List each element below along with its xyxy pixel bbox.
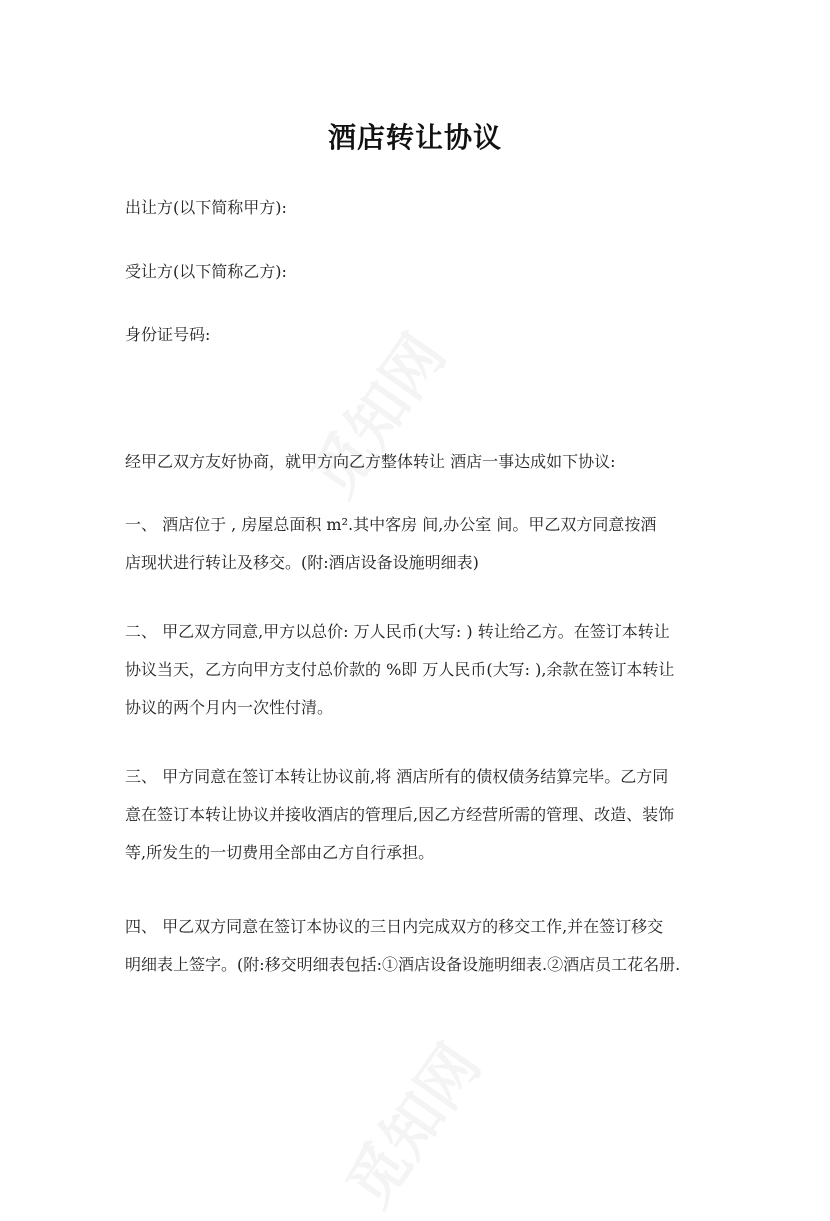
clause-line: 店现状进行转让及移交。(附:酒店设备设施明细表) (125, 553, 479, 572)
transferor-field: 出让方(以下简称甲方): (125, 198, 287, 217)
clause-4 (125, 915, 710, 991)
clause-2 (125, 620, 710, 734)
clause-1 (125, 513, 710, 589)
clause-line: 意在签订本转让协议并接收酒店的管理后,因乙方经营所需的管理、改造、装饰 (125, 805, 675, 824)
clause-line: 三、 甲方同意在签订本转让协议前,将 酒店所有的债权债务结算完毕。乙方同 (125, 767, 669, 786)
clause-line: 明细表上签字。(附:移交明细表包括:①酒店设备设施明细表.②酒店员工花名册. (125, 955, 681, 974)
clause-3 (125, 765, 710, 879)
clause-line: 等,所发生的一切费用全部由乙方自行承担。 (125, 843, 435, 862)
clause-line: 协议的两个月内一次性付清。 (125, 698, 334, 717)
id-number-field: 身份证号码: (125, 325, 211, 344)
watermark (323, 1025, 497, 1221)
clause-line: 一、 酒店位于 , 房屋总面积 m².其中客房 间,办公室 间。甲乙双方同意按酒 (125, 515, 657, 534)
intro-paragraph: 经甲乙双方友好协商，就甲方向乙方整体转让 酒店一事达成如下协议: (125, 452, 616, 471)
clause-line: 协议当天，乙方向甲方支付总价款的 %即 万人民币(大写: ),余款在签订本转让 (125, 660, 675, 679)
document-title: 酒店转让协议 (327, 121, 502, 154)
clause-line: 二、 甲乙双方同意,甲方以总价: 万人民币(大写: ) 转让给乙方。在签订本转让 (125, 622, 670, 641)
transferee-field: 受让方(以下简称乙方): (125, 262, 287, 281)
clause-line: 四、 甲乙双方同意在签订本协议的三日内完成双方的移交工作,并在签订移交 (125, 917, 664, 936)
